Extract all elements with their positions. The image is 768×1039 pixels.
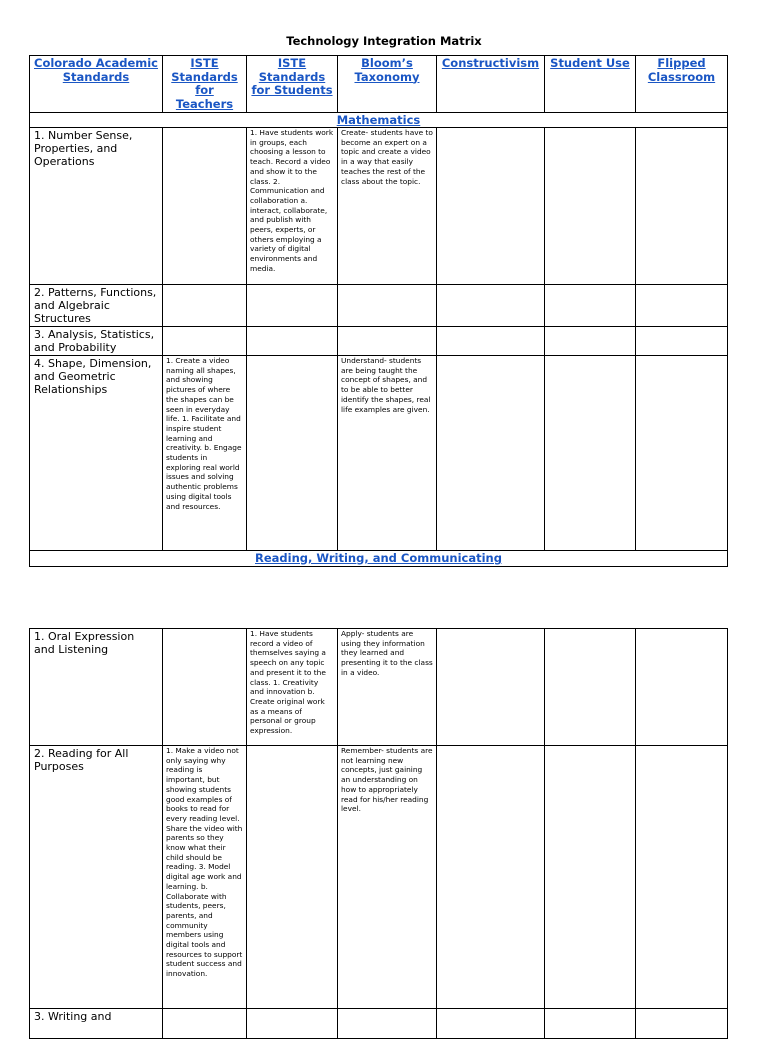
- constructivism-cell: [437, 629, 545, 746]
- section-reading-writing-communicating[interactable]: Reading, Writing, and Communicating: [30, 551, 728, 567]
- iste-students-cell: [247, 746, 338, 1009]
- blooms-cell: [338, 285, 437, 327]
- constructivism-cell: [437, 356, 545, 551]
- table-row: [30, 746, 728, 1009]
- flipped-classroom-cell: [636, 128, 728, 285]
- matrix-table-1: [29, 55, 728, 567]
- standard-cell: 1. Number Sense, Properties, and Operations: [30, 128, 163, 285]
- header-constructivism[interactable]: Constructivism: [437, 56, 545, 113]
- iste-teachers-cell: 1. Create a video naming all shapes, and showing pictures of where the shapes can be seen in everyday life. 1. Facilitate and inspire student learning and creativity. b. Engage students in exploring real world issues and solving authentic problems using digital tools and resources.: [163, 356, 247, 551]
- header-colorado-standards[interactable]: Colorado Academic Standards: [30, 56, 163, 113]
- student-use-cell: [545, 746, 636, 1009]
- iste-students-cell: 1. Have students record a video of themselves saying a speech on any topic and present it to the class. 1. Creativity and innovation b. Create original work as a means of personal or group expression.: [247, 629, 338, 746]
- student-use-cell: [545, 629, 636, 746]
- flipped-classroom-cell: [636, 746, 728, 1009]
- iste-students-cell: [247, 285, 338, 327]
- header-blooms-taxonomy[interactable]: Bloom’s Taxonomy: [338, 56, 437, 113]
- table-row: [30, 629, 728, 746]
- constructivism-cell: [437, 128, 545, 285]
- iste-teachers-cell: [163, 285, 247, 327]
- flipped-classroom-cell: [636, 327, 728, 356]
- student-use-cell: [545, 285, 636, 327]
- flipped-classroom-cell: [636, 356, 728, 551]
- document-title: Technology Integration Matrix: [286, 34, 482, 48]
- header-flipped-classroom[interactable]: Flipped Classroom: [636, 56, 728, 113]
- section-mathematics[interactable]: Mathematics: [30, 113, 728, 128]
- standard-cell: 3. Writing and: [30, 1009, 163, 1039]
- standard-cell: 4. Shape, Dimension, and Geometric Relationships: [30, 356, 163, 551]
- blooms-cell: Apply- students are using they information they learned and presenting it to the class in a video.: [338, 629, 437, 746]
- standard-cell: 3. Analysis, Statistics, and Probability: [30, 327, 163, 356]
- iste-teachers-cell: [163, 327, 247, 356]
- constructivism-cell: [437, 327, 545, 356]
- constructivism-cell: [437, 746, 545, 1009]
- iste-students-cell: [247, 327, 338, 356]
- blooms-cell: Remember- students are not learning new concepts, just gaining an understanding on how to appropriately read for his/her reading level.: [338, 746, 437, 1009]
- iste-students-cell: 1. Have students work in groups, each choosing a lesson to teach. Record a video and show it to the class. 2. Communication and collaboration a. interact, collaborate, and publish with peers, experts, or others employing a variety of digital environments and media.: [247, 128, 338, 285]
- matrix-table-2: [29, 628, 728, 1039]
- constructivism-cell: [437, 285, 545, 327]
- iste-teachers-cell: 1. Make a video not only saying why reading is important, but showing students good examples of books to read for every reading level. Share the video with parents so they know what their child should be reading. 3. Model digital age work and learning. b. Collaborate with students, peers, parents, and community members using digital tools and resources to support student success and innovation.: [163, 746, 247, 1009]
- standard-cell: 1. Oral Expression and Listening: [30, 629, 163, 746]
- student-use-cell: [545, 327, 636, 356]
- table-row: [30, 128, 728, 285]
- student-use-cell: [545, 356, 636, 551]
- iste-teachers-cell: [163, 629, 247, 746]
- section-row-math: [30, 113, 728, 128]
- standard-cell: 2. Reading for All Purposes: [30, 746, 163, 1009]
- iste-students-cell: [247, 356, 338, 551]
- blooms-cell: Understand- students are being taught the concept of shapes, and to be able to better identify the shapes, real life examples are given.: [338, 356, 437, 551]
- student-use-cell: [545, 128, 636, 285]
- flipped-classroom-cell: [636, 629, 728, 746]
- header-row: [30, 56, 728, 113]
- standard-cell: 2. Patterns, Functions, and Algebraic Structures: [30, 285, 163, 327]
- table-row: [30, 356, 728, 551]
- header-student-use[interactable]: Student Use: [545, 56, 636, 113]
- section-row-rwc: [30, 551, 728, 567]
- header-iste-students[interactable]: ISTE Standards for Students: [247, 56, 338, 113]
- table-row: [30, 327, 728, 356]
- blooms-cell: [338, 327, 437, 356]
- table-row: [30, 285, 728, 327]
- header-iste-teachers[interactable]: ISTE Standards for Teachers: [163, 56, 247, 113]
- blooms-cell: Create- students have to become an expert on a topic and create a video in a way that easily teaches the rest of the class about the topic.: [338, 128, 437, 285]
- iste-teachers-cell: [163, 128, 247, 285]
- flipped-classroom-cell: [636, 285, 728, 327]
